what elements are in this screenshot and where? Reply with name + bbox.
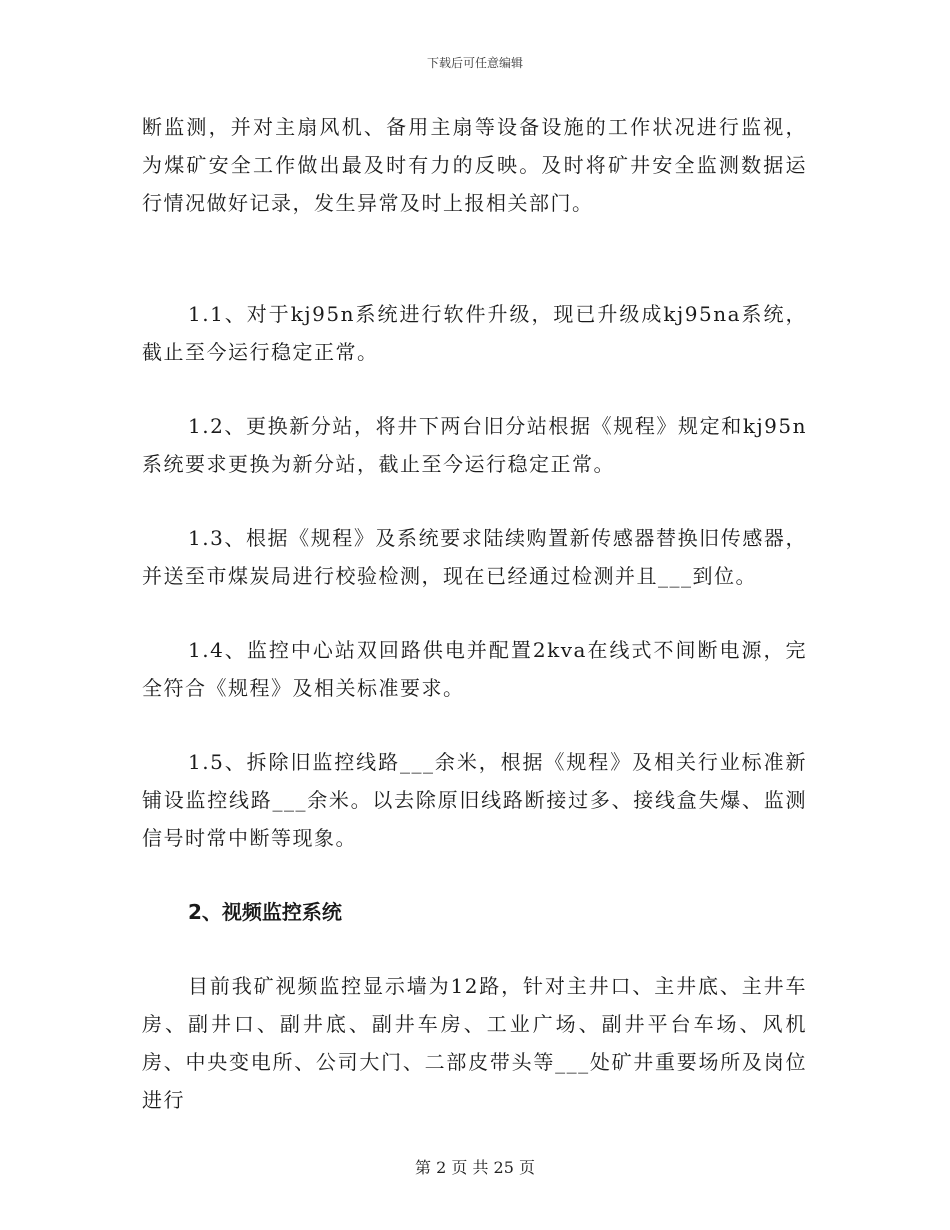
document-body xyxy=(142,108,807,1119)
paragraph-1-2: 1.2、更换新分站，将井下两台旧分站根据《规程》规定和kj95n系统要求更换为新分站，截止至今运行稳定正常。 xyxy=(142,414,807,476)
page-footer: 第 2 页 共 25 页 xyxy=(415,1158,535,1177)
paragraph-continuation: 断监测，并对主扇风机、备用主扇等设备设施的工作状况进行监视，为煤矿安全工作做出最及时有力的反映。及时将矿井安全监测数据运行情况做好记录，发生异常及时上报相关部门。 xyxy=(142,115,807,215)
section-heading: 2、视频监控系统 xyxy=(188,900,342,924)
section-paragraph: 目前我矿视频监控显示墙为12路，针对主井口、主井底、主井车房、副井口、副井底、副井车房、工业广场、副井平台车场、风机房、中央变电所、公司大门、二部皮带头等___处矿井重要场所及岗位进行 xyxy=(142,974,807,1112)
paragraph-1-5: 1.5、拆除旧监控线路___余米，根据《规程》及相关行业标准新铺设监控线路___余米。以去除原旧线路断接过多、接线盒失爆、监测信号时常中断等现象。 xyxy=(142,750,807,850)
page-header: 下载后可任意编辑 xyxy=(426,56,523,70)
paragraph-1-4: 1.4、监控中心站双回路供电并配置2kva在线式不间断电源，完全符合《规程》及相关标准要求。 xyxy=(142,638,807,700)
paragraph-1-3: 1.3、根据《规程》及系统要求陆续购置新传感器替换旧传感器，并送至市煤炭局进行校验检测，现在已经通过检测并且___到位。 xyxy=(142,526,807,588)
paragraph-1-1: 1.1、对于kj95n系统进行软件升级，现已升级成kj95na系统，截止至今运行稳定正常。 xyxy=(142,302,807,364)
